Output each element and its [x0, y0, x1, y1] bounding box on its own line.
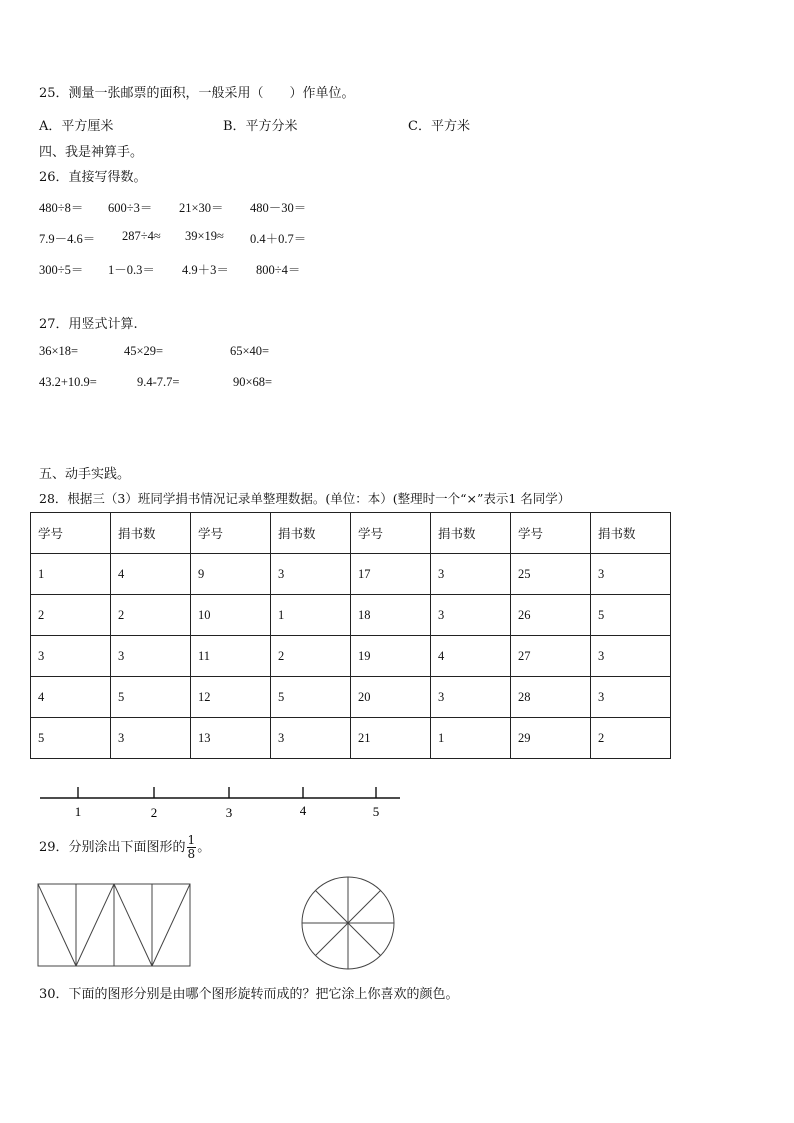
table-cell: 4 [431, 636, 511, 677]
table-cell: 5 [591, 595, 671, 636]
table-cell: 1 [271, 595, 351, 636]
table-cell: 1 [31, 554, 111, 595]
q27-stem: 27．用竖式计算. [39, 317, 138, 332]
header-cell: 学号 [351, 513, 431, 554]
table-row [31, 718, 671, 759]
table-cell: 21 [351, 718, 431, 759]
table-cell: 2 [31, 595, 111, 636]
q27-item: 9.4-7.7= [137, 375, 180, 389]
donation-table [30, 512, 671, 759]
q25-stem: 25．测量一张邮票的面积，一般采用（ ）作单位。 [39, 86, 355, 101]
table-cell: 3 [271, 718, 351, 759]
header-cell: 学号 [511, 513, 591, 554]
header-cell: 学号 [191, 513, 271, 554]
tally-axis [38, 784, 404, 824]
table-cell: 3 [111, 718, 191, 759]
table-row [31, 554, 671, 595]
q26-item: 0.4＋0.7＝ [250, 232, 307, 246]
table-cell: 27 [511, 636, 591, 677]
q26-stem: 26．直接写得数。 [39, 170, 147, 185]
q25-option-b: B．平方分米 [223, 119, 298, 134]
q30-stem: 30．下面的图形分别是由哪个图形旋转而成的？把它涂上你喜欢的颜色。 [39, 987, 459, 1002]
table-cell: 3 [431, 595, 511, 636]
table-cell: 12 [191, 677, 271, 718]
table-cell: 17 [351, 554, 431, 595]
q29-stem [39, 834, 210, 861]
header-cell: 捐书数 [431, 513, 511, 554]
table-cell: 10 [191, 595, 271, 636]
table-cell: 29 [511, 718, 591, 759]
header-cell: 捐书数 [591, 513, 671, 554]
table-cell: 28 [511, 677, 591, 718]
q26-item: 800÷4＝ [256, 263, 301, 277]
q27-item: 43.2+10.9= [39, 375, 97, 389]
circle-figure[interactable] [299, 874, 397, 972]
axis-label: 4 [299, 803, 307, 818]
header-cell: 捐书数 [271, 513, 351, 554]
table-cell: 2 [111, 595, 191, 636]
table-cell: 26 [511, 595, 591, 636]
header-cell: 学号 [31, 513, 111, 554]
table-cell: 3 [431, 677, 511, 718]
table-cell: 3 [271, 554, 351, 595]
table-cell: 3 [431, 554, 511, 595]
table-cell: 19 [351, 636, 431, 677]
table-cell: 2 [591, 718, 671, 759]
table-row [31, 677, 671, 718]
table-cell: 11 [191, 636, 271, 677]
table-cell: 4 [111, 554, 191, 595]
table-row [31, 595, 671, 636]
q25-option-a: A．平方厘米 [39, 119, 114, 134]
table-cell: 5 [31, 718, 111, 759]
rectangle-diagonal [76, 884, 114, 966]
q26-item: 287÷4≈ [122, 229, 161, 243]
table-cell: 25 [511, 554, 591, 595]
q26-item: 7.9－4.6＝ [39, 232, 96, 246]
table-cell: 3 [591, 677, 671, 718]
table-cell: 18 [351, 595, 431, 636]
q26-item: 480－30＝ [250, 201, 307, 215]
q26-item: 480÷8＝ [39, 201, 84, 215]
q26-item: 39×19≈ [185, 229, 224, 243]
table-header-row [31, 513, 671, 554]
q27-item: 65×40= [230, 344, 270, 358]
fraction-denominator: 8 [187, 847, 196, 861]
fraction-numerator: 1 [187, 833, 196, 847]
axis-label: 2 [150, 805, 158, 820]
q26-item: 600÷3＝ [108, 201, 153, 215]
q26-item: 4.9＋3＝ [182, 263, 229, 277]
table-cell: 9 [191, 554, 271, 595]
table-cell: 5 [111, 677, 191, 718]
table-cell: 13 [191, 718, 271, 759]
table-cell: 3 [31, 636, 111, 677]
axis-label: 5 [372, 804, 380, 819]
q26-item: 1－0.3＝ [108, 263, 155, 277]
q26-item: 21×30＝ [179, 201, 224, 215]
q28-stem: 28．根据三（3）班同学捐书情况记录单整理数据。(单位：本）(整理时一个“×”表示1 名同学） [39, 491, 571, 506]
axis-label: 1 [74, 804, 82, 819]
table-cell: 5 [271, 677, 351, 718]
table-cell: 4 [31, 677, 111, 718]
section-5-heading: 五、动手实践。 [39, 467, 131, 482]
q27-item: 90×68= [233, 375, 273, 389]
q27-item: 36×18= [39, 344, 79, 358]
table-cell: 1 [431, 718, 511, 759]
q25-option-c: C．平方米 [408, 119, 470, 134]
table-row [31, 636, 671, 677]
table-cell: 3 [111, 636, 191, 677]
table-cell: 2 [271, 636, 351, 677]
rectangle-diagonal [114, 884, 152, 966]
rectangle-figure[interactable] [36, 882, 194, 970]
table-cell: 3 [591, 554, 671, 595]
table-cell: 3 [591, 636, 671, 677]
table-cell: 20 [351, 677, 431, 718]
q26-item: 300÷5＝ [39, 263, 84, 277]
q27-item: 45×29= [124, 344, 164, 358]
axis-label: 3 [225, 805, 233, 820]
header-cell: 捐书数 [111, 513, 191, 554]
q29-stem-text: 29．分别涂出下面图形的 [39, 840, 186, 855]
fraction [187, 834, 197, 861]
section-4-heading: 四、我是神算手。 [39, 145, 144, 160]
rectangle-diagonal [38, 884, 76, 966]
q29-stem-end: 。 [197, 840, 211, 855]
rectangle-diagonal [152, 884, 190, 966]
